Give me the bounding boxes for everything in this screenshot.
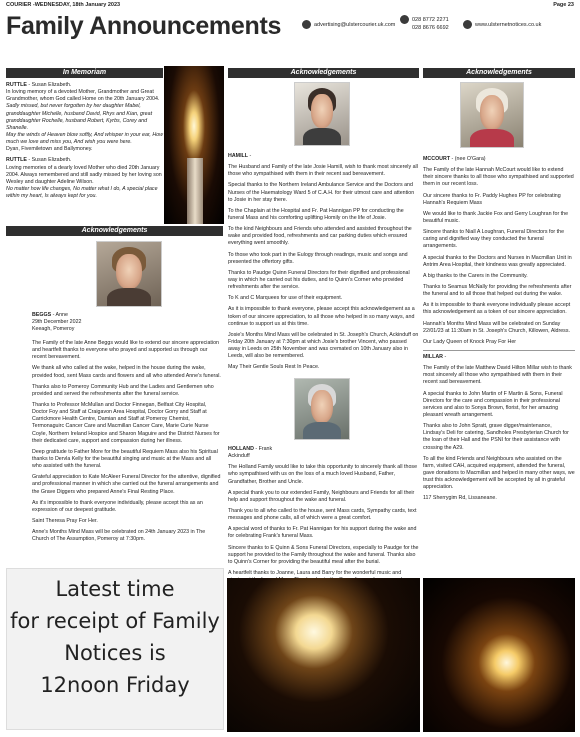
section-acknowledgements: Acknowledgements — [228, 68, 419, 78]
hamill-photo — [294, 82, 350, 146]
page-number: Page 23 — [553, 2, 574, 8]
memoriam-notices: RUTTLE - Susan Elizabeth. In loving memory of a devoted Mother, Grandmother and Great Grandmother, whom God called Home on the 20th January 2004. Sadly missed, but never forgotten by her daughter Mabel, granddaughter Michelle, husband David, Rhys and Kian, great granddaughter Rochelle, husband Robert, Kyrbs, Corey and Shanelle. May the winds of Heaven blow softly, And whisper in your ear, How much we love and miss you, And wish you were here. Dyan, Fivemiletown and Ballymoney. RUTTLE - Susan Elizabeth. Loving memories of a dearly loved Mother who died 20th January 2004. Always remembered and still sadly missed by her loving son Wesley and daughter Adeline Wilson. No matter how life changes, No matter what I do, A special place within my heart, Is always kept for you. — [6, 82, 163, 200]
candle-image — [164, 66, 224, 224]
contact-web[interactable]: www.ulsternetnotices.co.uk — [463, 20, 541, 29]
issue-date: COURIER -WEDNESDAY, 18th January 2023 — [6, 2, 121, 8]
contact-phone[interactable]: 028 8772 2271 028 8676 6692 — [400, 15, 449, 31]
page-header — [6, 2, 574, 10]
beggs-notice: The Family of the late Anne Beggs would like to extend our sincere appreciation and heartfelt thanks to everyone who prayed and supported us through our recent bereavement. We thank all who called at the wake, helped in the house during the wake, provided food, sent Mass cards and flowers and all who attended Anne's funeral. Thanks also to Pomeroy Community Hub and the Ladies and Gentlemen who provided and served the refreshments after the funeral service. Thanks to Professor McMullan and Doctor Finnegan, Belfast City Hospital, Doctor Foy and Staff at Craigavon Area Hospital, Doctor Gorry and Staff at Carrickmore Health Centre, Damian and Staff at Pomeroy Chemist, Termonaguirc Cancer Care and Macmillan Cancer Care, Marie Curie Nurse Coyle, Northern Ireland Hospice and Sharon Maguire and the District Nurses for their dedicated care, support and compassion during her illness. Deep gratitude to Father More for the beautiful Requiem Mass also his Spiritual thanks to Dervla Kelly for the beautiful singing and music at the Mass and all who assisted with the funeral. Grateful appreciation to Kate McAleer Funeral Director for the attentive, dignified and professional manner in which she carried out the funeral arrangements and the Grave Diggers who prepared Anne's Final Resting Place. As it's impossible to thank everyone individually, please accept this as an expression of our deepest gratitude. Saint Theresa Pray For Her. Anne's Months Mind Mass will be celebrated on 24th January 2023 in The Church of The Assumption, Pomeroy at 7:30pm. — [32, 340, 221, 543]
holland-notice: HOLLAND - Frank Ackinduff The Holland Family would like to take this opportunity to sincerely thank all those who sympathised with us on the loss of a much loved Husband, Father, Grandfather, Brother and Uncle. A special thank you to our extended Family, Neighbours and Friends for all their help and support throughout the wake and funeral. Thank you to all who called to the house, sent Mass cards, Sympathy cards, text messages and phone calls, all of which were a great comfort. A special word of thanks to Fr. Pat Hannigan for his support during the wake and for celebrating Frank's funeral Mass. Sincere thanks to E Quinn & Sons Funeral Directors, especially to Paudge for the support he provided to the Family throughout the wake and funeral. Thanks also to Quinn's Corner for providing the beautiful meal after the burial. A heartfelt thanks to Joanne, Laura and Barry for the wonderful music and — [228, 446, 419, 658]
web-icon — [463, 20, 472, 29]
holland-photo — [294, 378, 350, 440]
candle-image — [423, 578, 575, 732]
candle-image — [227, 578, 420, 732]
deadline-notice: Latest time for receipt of Family Notices is 12noon Friday — [6, 568, 224, 730]
phone-icon — [400, 15, 409, 24]
mccourt-photo — [460, 82, 524, 148]
section-in-memoriam: In Memoriam — [6, 68, 163, 78]
mccourt-notice: MCCOURT - (nee O'Gara) The Family of the late Hannah McCourt would like to extend their sincere thanks to all those who sympathised and supported them in our recent loss. Our sincere thanks to Fr. Paddy Hughes PP for celebrating Hannah's Requiem Mass We would like to thank Jackie Fox and Gerry Loughran for the beautiful music. Sincere thanks to Niall A Loughran, Funeral Directors for the caring and dignified way they conducted the funeral arrangements. A special thanks to the Doctors and Nurses in Macmillan Unit in Antrim Area Hospital, their kindness was greatly appreciated. A big thanks to the Carers in the Community. Thanks to Seamus McNally for providing the refreshments after the funeral and to all those that helped out during the wake. As it is impossible to thank everyone individually please accept this acknowledgement as a token of our sincere appreciation. Hannah's Months Mind Mass will be celebrated on Sunday 22/01/23 at 11:30am in St. Joseph's Church, Killowen, Aldress. Our Lady Queen of Knock Pray For Her MILLAR - The Family of the late Matthew David Hilton Millar wish to thank most sincerely all those who sympathised with them in their recent sad bereavement. A special thanks to John Martin of F Martin & Sons, Funeral Directors for the care and compassion in their professional services and also to Sonya Brown, florist, for her amazing pleasant wreath arrangement. Thanks also to John Spratt, grave digger/maintenance, Lindsay's Deli for catering, Sandholes Presbyterian Church for the loan of their Hall and the PSNI for their assistance with crossing the A29. To all the kind Friends and Neighbours who assisted on the farm, visited CAH, acquired equipment, attended the funeral, gave donations to Macmillan and helped in many other ways, we trust this acknowledgement will be accepted by all in grateful appreciation. 117 Sherrygim Rd, Lissaneane. — [423, 156, 575, 502]
beggs-heading: BEGGS - Anne 29th December 2022 Keeagh, Pomeroy — [32, 312, 82, 333]
section-acknowledgements: Acknowledgements — [6, 226, 223, 236]
beggs-photo — [96, 241, 162, 307]
section-acknowledgements: Acknowledgements — [423, 68, 575, 78]
contact-email[interactable]: advertising@ulstercourier.uk.com — [302, 20, 395, 29]
hamill-notice: HAMILL - The Husband and Family of the late Josie Hamill, wish to thank most sincerely all those who sympathised with them in their recent sad bereavement. Special thanks to the Northern Ireland Ambulance Service and the Doctors and Nurses of the Haematology Ward 5 of C.A.H. for their utmost care and attention to Josie in her stay there. To the Chaplain at the Hospital and Fr. Pat Hannigan PP for conducting the funeral Mass and his comforting uplifting Homily on the life of Josie. To the kind Neighbours and Friends who attended and assisted throughout the wake and provided food, refreshments and car parking duties which ensured everything went smoothly. To those who took part in the Eulogy through readings, music and songs and presented the offertory gifts. Thanks to Paudge Quinn Funeral Directors for their dignified and professional way in which he carried out his duties, and to Quinn's Corner who provided refreshments after the service. To K and C Marquees for use of their equipment. As it is impossible to thank everyone, please accept this acknowledgement as a token of our sincere appreciation, to all those who helped in so many ways, and continue to support us at this time. Josie's Months Mind Mass will be celebrated in St. Joseph's Church, Ackinduff on Friday 20th January at 7:30pm at which Josie's brother Vincent, who passed away in Leeds on 25th November and was cremated on 10th January also in Leeds, will also be remembered. May Their Gentle Souls Rest In Peace. — [228, 153, 419, 371]
email-icon — [302, 20, 311, 29]
page-title: Family Announcements — [6, 12, 282, 40]
